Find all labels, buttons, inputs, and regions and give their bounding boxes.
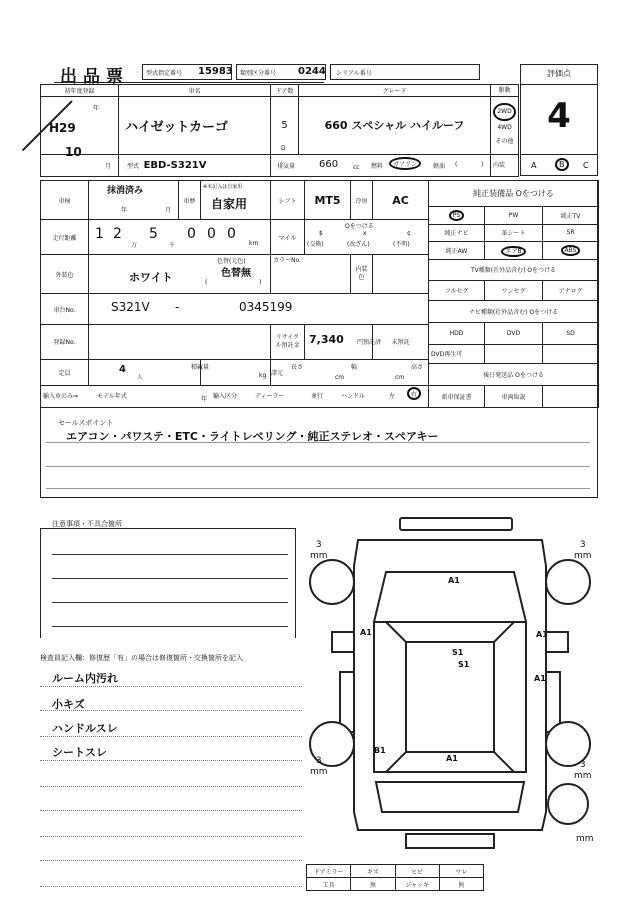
color-paren-open: ( (205, 279, 208, 287)
exterior-label: 外装色 (41, 255, 89, 294)
equip-genuine-navi: 純正ナビ (429, 224, 485, 241)
serial-box (330, 64, 480, 80)
registration-table (40, 84, 519, 177)
sales-line-2 (46, 466, 590, 467)
fuel-paren-close: ) (481, 161, 484, 168)
inspection-label: 車検 (41, 181, 89, 220)
tv-oneseg: ワンセグ (485, 281, 543, 301)
swap-x: x (363, 230, 367, 238)
mileage-man: 万 (131, 242, 138, 250)
damage-label-interior-1: S1 (452, 648, 464, 657)
legend-tools: 工具 (307, 878, 351, 891)
form-title: 出品票 (60, 67, 129, 87)
recycle-paid: 預託済 (363, 339, 382, 347)
swap-note: Oをつける (345, 223, 374, 231)
mileage-label: 走行距離 (41, 220, 89, 255)
tread-front-right (574, 540, 592, 562)
sales-text: エアコン・パワステ・ETC・ライトレベリング・純正ステレオ・スペアキー (66, 430, 439, 443)
import-class-label: 輸入区分 (213, 393, 238, 401)
displacement-value: 660 (319, 159, 339, 170)
airbag-cell (485, 242, 543, 259)
exterior-cell (89, 255, 271, 294)
fuel-gasoline: ガソリン (389, 157, 421, 170)
fuel-label: 燃料 (371, 163, 384, 170)
reg-month-suffix: 月 (105, 163, 112, 170)
equip-genuine-tv: 純正TV (543, 207, 599, 224)
mileage-digit-5: 0 (207, 226, 216, 243)
equip-abs: ABS (561, 245, 581, 256)
note-line-3: ハンドルスレ (52, 722, 118, 735)
drive-4wd: 4WD (497, 123, 512, 131)
tread-spare-mm: mm (576, 834, 594, 844)
navi-sd: SD (543, 322, 599, 344)
import-dealer: ディーラー (255, 393, 285, 401)
load-kg: kg (259, 371, 267, 379)
chassis-label: 車台No. (41, 294, 89, 325)
ac-label: 冷房 (351, 181, 373, 220)
header-underline (54, 82, 324, 83)
legend-crack: ヒビ (395, 865, 439, 878)
length-cm: cm (335, 373, 345, 381)
legend-jack-value: 無 (439, 878, 483, 891)
dvd-blank-2 (543, 344, 599, 364)
after-warranty: 新車保証書 (429, 386, 485, 408)
damage-label-rear: A1 (446, 754, 458, 763)
grade-cell (299, 97, 491, 155)
interior-label: 内装 (493, 162, 506, 169)
note-line-4: シートスレ (52, 746, 107, 759)
handle-left: 左 (389, 393, 396, 401)
import-cell (41, 386, 429, 408)
fuel-paren-open: ( (455, 161, 458, 168)
mileage-digit-3: 5 (149, 226, 158, 243)
history-cell (201, 181, 271, 220)
color-paren-close: ) (259, 279, 262, 287)
navi-hdd: HDD (429, 322, 485, 344)
color-no-cell (271, 255, 351, 294)
damage-label-roof: A1 (448, 576, 460, 585)
cc-label: cc (353, 164, 360, 171)
after-label: 後日発送品 Oをつける (429, 364, 599, 386)
chassis-prefix: S321V (111, 300, 150, 315)
equip-sr: SR (543, 224, 599, 241)
swap-cent: ¢ (407, 230, 411, 238)
recycle-cell (305, 325, 382, 360)
class-box (236, 64, 326, 80)
mileage-cell (89, 220, 271, 255)
sales-label: セールスポイント (58, 419, 114, 427)
swap-exchanged: (交換) (307, 241, 324, 249)
equipment-table (428, 180, 599, 408)
drive-label: 駆動 (491, 85, 519, 97)
reg-no-label: 登録No. (41, 325, 89, 360)
chassis-cell (89, 294, 429, 325)
interior-label-cell (491, 155, 519, 177)
damage-label-right-door: A1 (536, 630, 548, 639)
fuel-diesel: 軽油 (433, 163, 446, 170)
reg-no-value (89, 325, 271, 360)
size-label: 諸元 (271, 369, 284, 377)
mileage-digit-1: 1 (95, 226, 104, 243)
shift-value: MT5 (305, 181, 351, 220)
dotted-line-3 (40, 736, 302, 737)
model-cert-no: 15983 (198, 66, 233, 77)
legend-table (306, 864, 484, 891)
tv-analog: アナログ (543, 281, 599, 301)
notes-line-4 (52, 626, 288, 627)
type-label: 型式 (127, 163, 140, 170)
notes-label: 注意事項・不具合箇所 (52, 520, 122, 528)
drive-other: その他 (495, 137, 514, 145)
swap-tampered: (改ざん) (347, 241, 370, 249)
reg-era-year: H29 (49, 121, 76, 135)
exterior-value: ホワイト (129, 271, 173, 285)
tread-spare (576, 834, 594, 845)
interior-grade-c: C (583, 161, 589, 170)
eval-score: 4 (547, 96, 571, 136)
swap-unknown: (不明) (393, 241, 410, 249)
inspector-label: 検査員記入欄：修復歴「有」の場合は修復箇所・交換箇所を記入 (40, 654, 243, 662)
eval-label: 評価点 (547, 69, 571, 78)
doors-label: ドア数 (271, 85, 299, 97)
doors-value: 5 (281, 120, 288, 131)
width-cm: cm (395, 373, 405, 381)
ps-cell (429, 207, 485, 224)
notes-line-3 (52, 602, 288, 603)
interior-grade-box (520, 154, 598, 176)
tv-type-label: TV種類(社外品含む) Oをつける (429, 259, 599, 281)
history-value: 自家用 (211, 197, 248, 211)
tread-front-right-mm: mm (574, 551, 592, 561)
damage-label-interior-2: S1 (458, 660, 470, 669)
capacity-value: 4 (119, 363, 126, 375)
type-value: EBD-S321V (143, 160, 207, 171)
navi-type-label: ナビ種類(社外品含む) Oをつける (429, 301, 599, 323)
door-suffix: D (281, 145, 286, 152)
mileage-digit-2: 2 (113, 226, 122, 243)
color-no-label: カラーNo. (273, 257, 301, 265)
abs-cell (543, 242, 599, 259)
equip-genuine-aw: 純正AW (429, 242, 485, 259)
legend-jack: ジャッキ (395, 878, 439, 891)
equip-leather: 革シート (485, 224, 543, 241)
model-cert-label: 型式指定番号 (146, 70, 183, 77)
after-manual: 車両取説 (485, 386, 543, 408)
recycle-unpaid: 未預託 (373, 325, 429, 360)
dimensions-cell (271, 359, 429, 385)
inspection-value: 抹消済み (107, 186, 144, 196)
import-parallel: 並行 (311, 393, 324, 401)
tread-rear-left-mm: mm (310, 767, 328, 777)
mile-label: マイル (271, 220, 305, 255)
interior-grade-a: A (531, 161, 537, 170)
legend-tools-value: 無 (351, 878, 395, 891)
tread-rear-left (310, 756, 328, 778)
tv-fullseg: フルセグ (429, 281, 485, 301)
first-reg-label: 初年度登録 (41, 85, 119, 97)
handle-label: ハンドル (341, 393, 366, 401)
width-label: 幅 (351, 363, 358, 371)
legend-scratch: キズ (351, 865, 395, 878)
capacity-suffix: 人 (137, 373, 144, 381)
interior-color-value (373, 255, 429, 294)
class-label: 類別区分番号 (240, 70, 277, 77)
length-label: 長さ (291, 363, 304, 371)
tread-rear-right-value: 3 (579, 760, 586, 770)
load-cell (191, 359, 271, 385)
navi-dvd: DVD (485, 322, 543, 344)
tread-front-left-value: 3 (315, 540, 322, 550)
sales-line-3 (46, 488, 590, 489)
serial-label: シリアル番号 (336, 70, 372, 77)
model-cert-box (142, 64, 232, 80)
interior-grade-b: B (555, 158, 569, 171)
legend-dent: ワレ (439, 865, 483, 878)
swap-cell (305, 220, 429, 255)
tread-rear-right (574, 760, 592, 782)
damage-label-right-rear: A1 (534, 674, 546, 683)
inspection-year: 年 (121, 207, 128, 214)
drive-2wd: 2WD (493, 103, 515, 121)
dotted-line-6 (40, 810, 302, 811)
dotted-line-9 (40, 886, 302, 887)
recycle-yen: 円 (357, 339, 364, 347)
model-year-label: モデル年式 (97, 393, 127, 401)
dotted-line-4 (40, 760, 302, 761)
car-name-label: 車名 (119, 85, 271, 97)
equip-ps: PS (449, 210, 464, 221)
mileage-km: km (249, 240, 259, 248)
dotted-line-1 (40, 686, 302, 687)
type-cell (119, 155, 271, 177)
interior-color-label: 内装色 (351, 255, 373, 294)
genuine-label: 純正装備品 Oをつける (429, 181, 599, 207)
history-note: ※未記入は自家用 (203, 184, 243, 190)
capacity-cell (89, 359, 201, 385)
after-blank (543, 386, 599, 408)
height-label: 高さ (411, 363, 424, 371)
dotted-line-5 (40, 786, 302, 787)
notes-line-1 (52, 554, 288, 555)
import-label: 輸入車のみ⇒ (43, 393, 79, 401)
grade-value: 660 スペシャル ハイルーフ (324, 118, 465, 132)
spec-table (40, 180, 429, 408)
history-label: 車歴 (179, 181, 201, 220)
import-year-suffix: 年 (201, 396, 208, 404)
equip-pw: PW (485, 207, 543, 224)
vehicle-diagram (296, 512, 604, 864)
ac-value: AC (373, 181, 429, 220)
tread-front-left-mm: mm (310, 551, 328, 561)
eval-divider (520, 84, 598, 85)
capacity-label: 定員 (41, 359, 89, 385)
note-line-2: 小キズ (52, 698, 85, 711)
sales-line-1 (46, 442, 590, 443)
doors-cell (271, 97, 299, 155)
grade-label: グレード (299, 85, 491, 97)
tread-front-right-value: 3 (579, 540, 586, 550)
mileage-sen: 千 (169, 242, 176, 250)
color-change: 色替無 (221, 268, 251, 280)
dotted-line-2 (40, 710, 302, 711)
displacement-label: 排気量 (277, 163, 296, 170)
dotted-line-7 (40, 836, 302, 837)
swap-dollar: $ (319, 230, 323, 238)
damage-label-left-door: A1 (360, 628, 372, 637)
reg-month: 10 (65, 145, 82, 159)
inspection-month: 月 (165, 207, 172, 214)
tread-rear-left-value: 3 (315, 756, 322, 766)
dotted-line-8 (40, 860, 302, 861)
month-cell (41, 145, 119, 177)
load-label: 積載量 (191, 363, 210, 371)
chassis-number: 0345199 (239, 300, 293, 315)
tread-front-left (310, 540, 328, 562)
mileage-digit-4: 0 (187, 226, 196, 243)
reg-year-suffix: 年 (93, 105, 100, 112)
engine-cell (271, 155, 491, 177)
note-line-1: ルーム内汚れ (52, 672, 118, 685)
legend-door-mirror: ドアミラー (307, 865, 351, 878)
chassis-dash: - (175, 300, 180, 315)
class-no: 0244 (298, 66, 326, 77)
dvd-player: DVD再生可 (429, 344, 485, 364)
notes-bracket (40, 528, 296, 638)
shift-label: シフト (271, 181, 305, 220)
mileage-digit-6: 0 (227, 226, 236, 243)
color-orig-label: 色替(元色) (217, 258, 246, 266)
damage-label-left-rear: B1 (374, 746, 386, 755)
drive-cell (491, 97, 519, 155)
dvd-blank-1 (485, 344, 543, 364)
inspection-cell (89, 181, 179, 220)
equip-airbag: エアB (501, 246, 525, 257)
car-name: ハイゼットカーゴ (119, 97, 271, 155)
recycle-amount: 7,340 (309, 333, 344, 347)
tread-rear-right-mm: mm (574, 771, 592, 781)
notes-line-2 (52, 578, 288, 579)
recycle-label: リサイクル預託金 (271, 325, 305, 360)
handle-right: 右 (407, 387, 421, 400)
